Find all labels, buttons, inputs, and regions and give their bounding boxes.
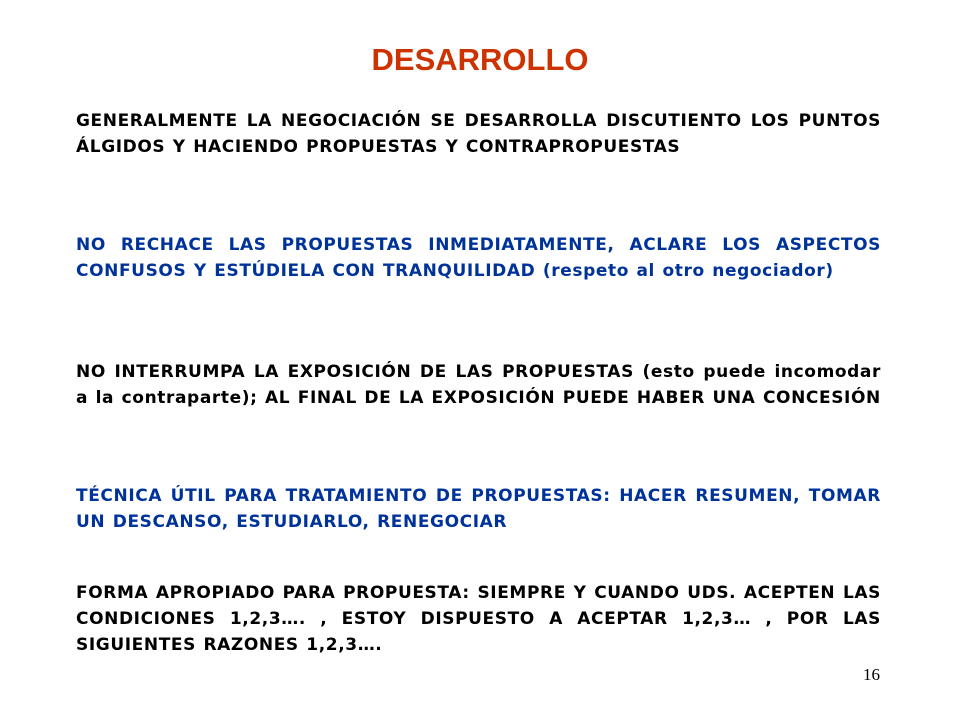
paragraph-do-not-reject-main: NO RECHACE LAS PROPUESTAS INMEDIATAMENTE, ACLARE LOS ASPECTOS CONFUSOS Y ESTÚDIELA CON TRANQUILIDAD: [76, 235, 881, 281]
paragraph-proposal-form: [76, 580, 881, 658]
slide-title: DESARROLLO: [371, 42, 589, 77]
paragraph-proposal-form-text: FORMA APROPIADO PARA PROPUESTA: SIEMPRE Y CUANDO UDS. ACEPTEN LAS CONDICIONES 1,2,3…. , ESTOY DISPUESTO A ACEPTAR 1,2,3… , POR LAS SIGUIENTES RAZONES 1,2,3….: [76, 583, 881, 655]
paragraph-do-not-interrupt-conclusion: ; AL FINAL DE LA EXPOSICIÓN PUEDE HABER UNA CONCESIÓN: [250, 388, 881, 408]
paragraph-do-not-interrupt-note: (esto puede incomodar a la contraparte): [76, 362, 881, 408]
paragraph-do-not-reject-note: (respeto al otro negociador): [535, 261, 834, 281]
page-number: 16: [863, 665, 880, 684]
paragraph-discussion: [76, 108, 881, 160]
paragraph-technique-text: TÉCNICA ÚTIL PARA TRATAMIENTO DE PROPUESTAS: HACER RESUMEN, TOMAR UN DESCANSO, ESTUDIARLO, RENEGOCIAR: [76, 486, 881, 532]
paragraph-discussion-text: GENERALMENTE LA NEGOCIACIÓN SE DESARROLLA DISCUTIENTO LOS PUNTOS ÁLGIDOS Y HACIENDO PROPUESTAS Y CONTRAPROPUESTAS: [76, 111, 881, 157]
paragraph-technique: [76, 483, 881, 535]
paragraph-do-not-reject: [76, 232, 881, 284]
paragraph-do-not-interrupt-main: NO INTERRUMPA LA EXPOSICIÓN DE LAS PROPUESTAS: [76, 362, 634, 382]
paragraph-do-not-interrupt: [76, 359, 881, 411]
